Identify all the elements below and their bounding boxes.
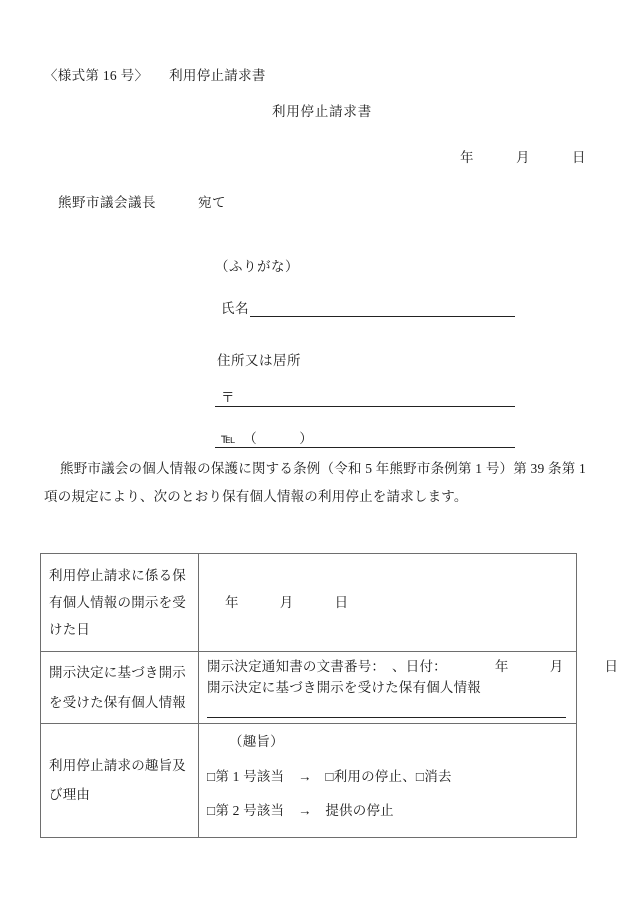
row-label-cell	[41, 554, 199, 652]
table-row	[41, 554, 577, 652]
tel-label: ℡ （ ）	[221, 431, 314, 446]
row-value-cell[interactable]	[199, 652, 619, 724]
disclosed-info-value	[199, 654, 619, 722]
name-input-rule[interactable]	[250, 301, 515, 317]
name-label: 氏名	[221, 301, 249, 316]
postal-field-row	[215, 386, 515, 407]
field-spacer	[215, 407, 515, 427]
name-field-row	[215, 297, 515, 317]
tel-input-rule[interactable]	[314, 432, 515, 447]
request-details-table	[40, 553, 619, 838]
disclosed-info-line: 開示決定に基づき開示を受けた保有個人情報	[207, 679, 481, 695]
row-value-cell[interactable]	[199, 724, 577, 838]
table-row	[41, 652, 577, 724]
purpose-heading: （趣旨）	[229, 734, 284, 750]
row-label-cell	[41, 724, 199, 838]
checkbox-option-item-1[interactable]: □第 1 号該当 → □利用の停止、□消去	[207, 768, 452, 784]
table-row	[41, 724, 577, 838]
address-label: 住所又は居所	[217, 353, 301, 368]
row-value-cell[interactable]	[199, 554, 577, 652]
notice-number-line: 開示決定通知書の文書番号： 、日付： 年 月 日	[207, 658, 619, 674]
checkbox-option-item-2[interactable]: □第 2 号該当 → 提供の停止	[207, 802, 394, 818]
row-label-cell	[41, 652, 199, 724]
disclosed-info-label: 開示決定に基づき開示を受けた保有個人情報	[49, 665, 186, 710]
postal-input-rule[interactable]	[236, 391, 515, 406]
disclosure-date-value: 年 月 日	[225, 595, 349, 610]
purpose-reason-value	[199, 724, 576, 837]
tel-field-row	[215, 427, 515, 448]
disclosure-date-label: 利用停止請求に係る保有個人情報の開示を受けた日	[49, 568, 186, 637]
body-paragraph-text: 熊野市議会の個人情報の保護に関する条例（令和 5 年熊野市条例第 1 号）第 39 条第 1 項の規定により、次のとおり保有個人情報の利用停止を請求します。	[44, 461, 586, 504]
body-paragraph	[44, 455, 586, 510]
date-line: 年 月 日	[460, 150, 586, 165]
disclosed-info-input-rule[interactable]	[207, 703, 566, 718]
form-number: 〈様式第 16 号〉 利用停止請求書	[44, 68, 266, 83]
addressee-line: 熊野市議会議長 宛て	[58, 195, 226, 210]
purpose-reason-label: 利用停止請求の趣旨及び理由	[49, 758, 186, 802]
furigana-label: （ふりがな）	[215, 259, 299, 274]
document-title: 利用停止請求書	[271, 104, 373, 119]
postal-label: 〒	[221, 390, 235, 405]
applicant-block	[215, 255, 515, 448]
